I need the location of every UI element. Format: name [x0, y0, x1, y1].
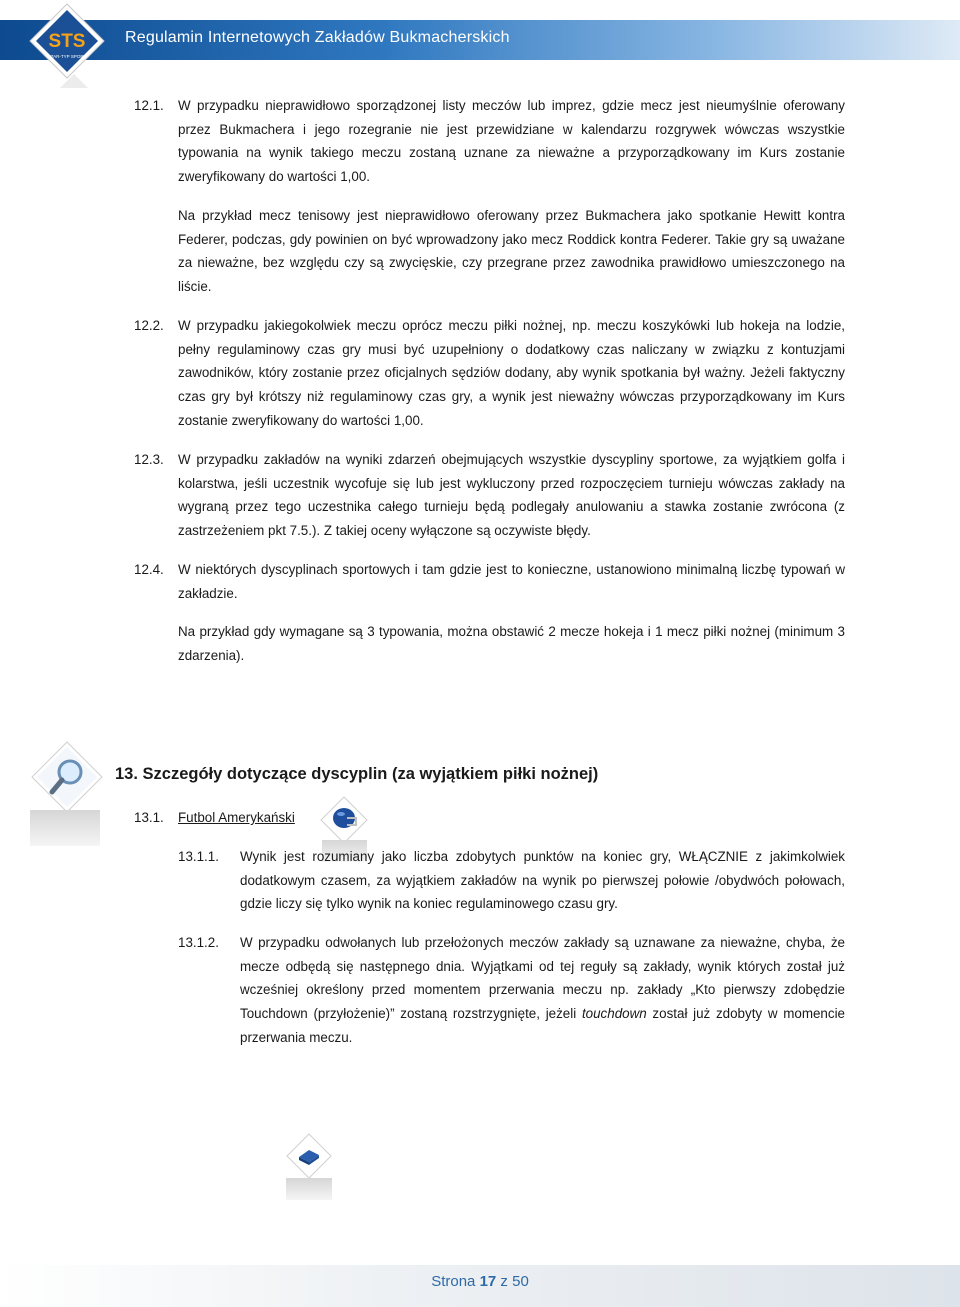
magnifier-shadow: [30, 810, 100, 846]
section-number: 12.2.: [134, 318, 164, 333]
section-12-3-text: W przypadku zakładów na wyniki zdarzeń obejmujących wszystkie dyscypliny sportowe, za wyjątkiem golfa i kolarstwa, jeśli uczestnik wycofuje się lub jest wykluczony przed rozpoczęciem turnieju wówczas zakłady na wygraną przez tego uczestnika całego turnieju będą podlegały anulowaniu a stawka zostanie zwrócona (z zastrzeżeniem pkt 7.5.). Z takiej oceny wyłączone są oczywiste błędy.: [178, 452, 845, 539]
italic-term: touchdown: [581, 1006, 647, 1022]
section-12-4-text: W niektórych dyscyplinach sportowych i tam gdzie jest to konieczne, ustanowiono minimalną liczbę typowań w zakładzie.: [178, 562, 845, 601]
subsection-title: Futbol Amerykański: [178, 810, 295, 825]
logo-diamond-icon: [28, 2, 106, 80]
section-13-heading: 13. Szczegóły dotyczące dyscyplin (za wyjątkiem piłki nożnej): [115, 765, 599, 783]
section-12-4-example: Na przykład gdy wymagane są 3 typowania, można obstawić 2 mecze hokeja i 1 mecz piłki nożnej (minimum 3 zdarzenia).: [178, 624, 845, 663]
total-pages: 50: [512, 1273, 529, 1290]
section-12-2-text: W przypadku jakiegokolwiek meczu oprócz meczu piłki nożnej, np. meczu koszykówki lub hokeja na lodzie, pełny regulaminowy czas gry musi być uzupełniony o dodatkowy czas naliczany w związku z kontuzjami zawodników, który zostanie przez oficjalnych sędziów dodany, aby wynik spotkania był ważny. Jeżeli faktyczny czas gry był krótszy niż regulaminowy czas gry, a wynik jest nieważny wówczas przyporządkowany im Kurs zostanie zweryfikowany do wartości 1,00.: [178, 318, 845, 428]
text-part: W przypadku odwołanych lub przełożonych meczów zakłady są uznawane za nieważne, chyba, że mecze odbędą się następnego dnia. Wyjątkami od tej reguły są zakłady, wynik których został już wcześniej określony przed momentem przerwania meczu np. zakłady „Kto pierwszy zdobędzie Touchdown (przyłożenie)” zostaną rozstrzygnięte, jeżeli: [240, 935, 845, 1022]
logo-shadow: [40, 74, 108, 88]
document-title: Regulamin Internetowych Zakładów Bukmacherskich: [125, 29, 510, 46]
section-number: 13.1.2.: [178, 935, 219, 950]
text-part: został już zdobyty w momencie przerwania meczu.: [240, 1006, 845, 1045]
current-page: 17: [479, 1273, 497, 1290]
section-12-1-example: Na przykład mecz tenisowy jest nieprawidłowo oferowany przez Bukmachera jako spotkanie Hewitt kontra Federer, podczas, gdy powinien on być wprowadzony jako mecz Roddick kontra Federer. Takie gry są uważane za nieważne, bez względu czy są zwycięskie, czy przegrane przez zawodnika prawidłowo umieszczonego na liście.: [178, 208, 845, 295]
section-13-1-2-text: [240, 931, 845, 1050]
section-number: 13.1.1.: [178, 849, 219, 864]
page-header: [0, 0, 960, 88]
section-number: 12.3.: [134, 452, 164, 467]
section-12-1-text: W przypadku nieprawidłowo sporządzonej listy meczów lub imprez, gdzie mecz jest nieumyślnie oferowany przez Bukmachera i jego rozegranie nie jest przewidziane w kalendarzu rozgrywek wówczas wszystkie typowania na wynik takiego meczu zostaną uznane za nieważne a przyporządkowany im Kurs zostanie zweryfikowany do wartości 1,00.: [178, 98, 845, 185]
section-number: 13.1.: [134, 810, 164, 825]
section-number: 12.1.: [134, 98, 164, 113]
section-number: 12.4.: [134, 562, 164, 577]
page-label: Strona: [431, 1273, 480, 1290]
logo-subtext: STAR-TYP SPORT: [47, 54, 87, 59]
page-number: [0, 1273, 960, 1290]
section-13-1-1-text: Wynik jest rozumiany jako liczba zdobytych punktów na koniec gry, WŁĄCZNIE z jakimkolwiek dodatkowym czasem, za wyjątkiem zakładów na wynik po pierwszej połowie /obydwóch połowach, gdzie liczy się tylko wynik na koniec regulaminowego czasu gry.: [240, 849, 845, 912]
logo-text: STS: [48, 31, 86, 52]
page-separator: z: [496, 1273, 513, 1290]
sts-logo: [28, 2, 106, 80]
pad-shadow: [286, 1178, 332, 1200]
